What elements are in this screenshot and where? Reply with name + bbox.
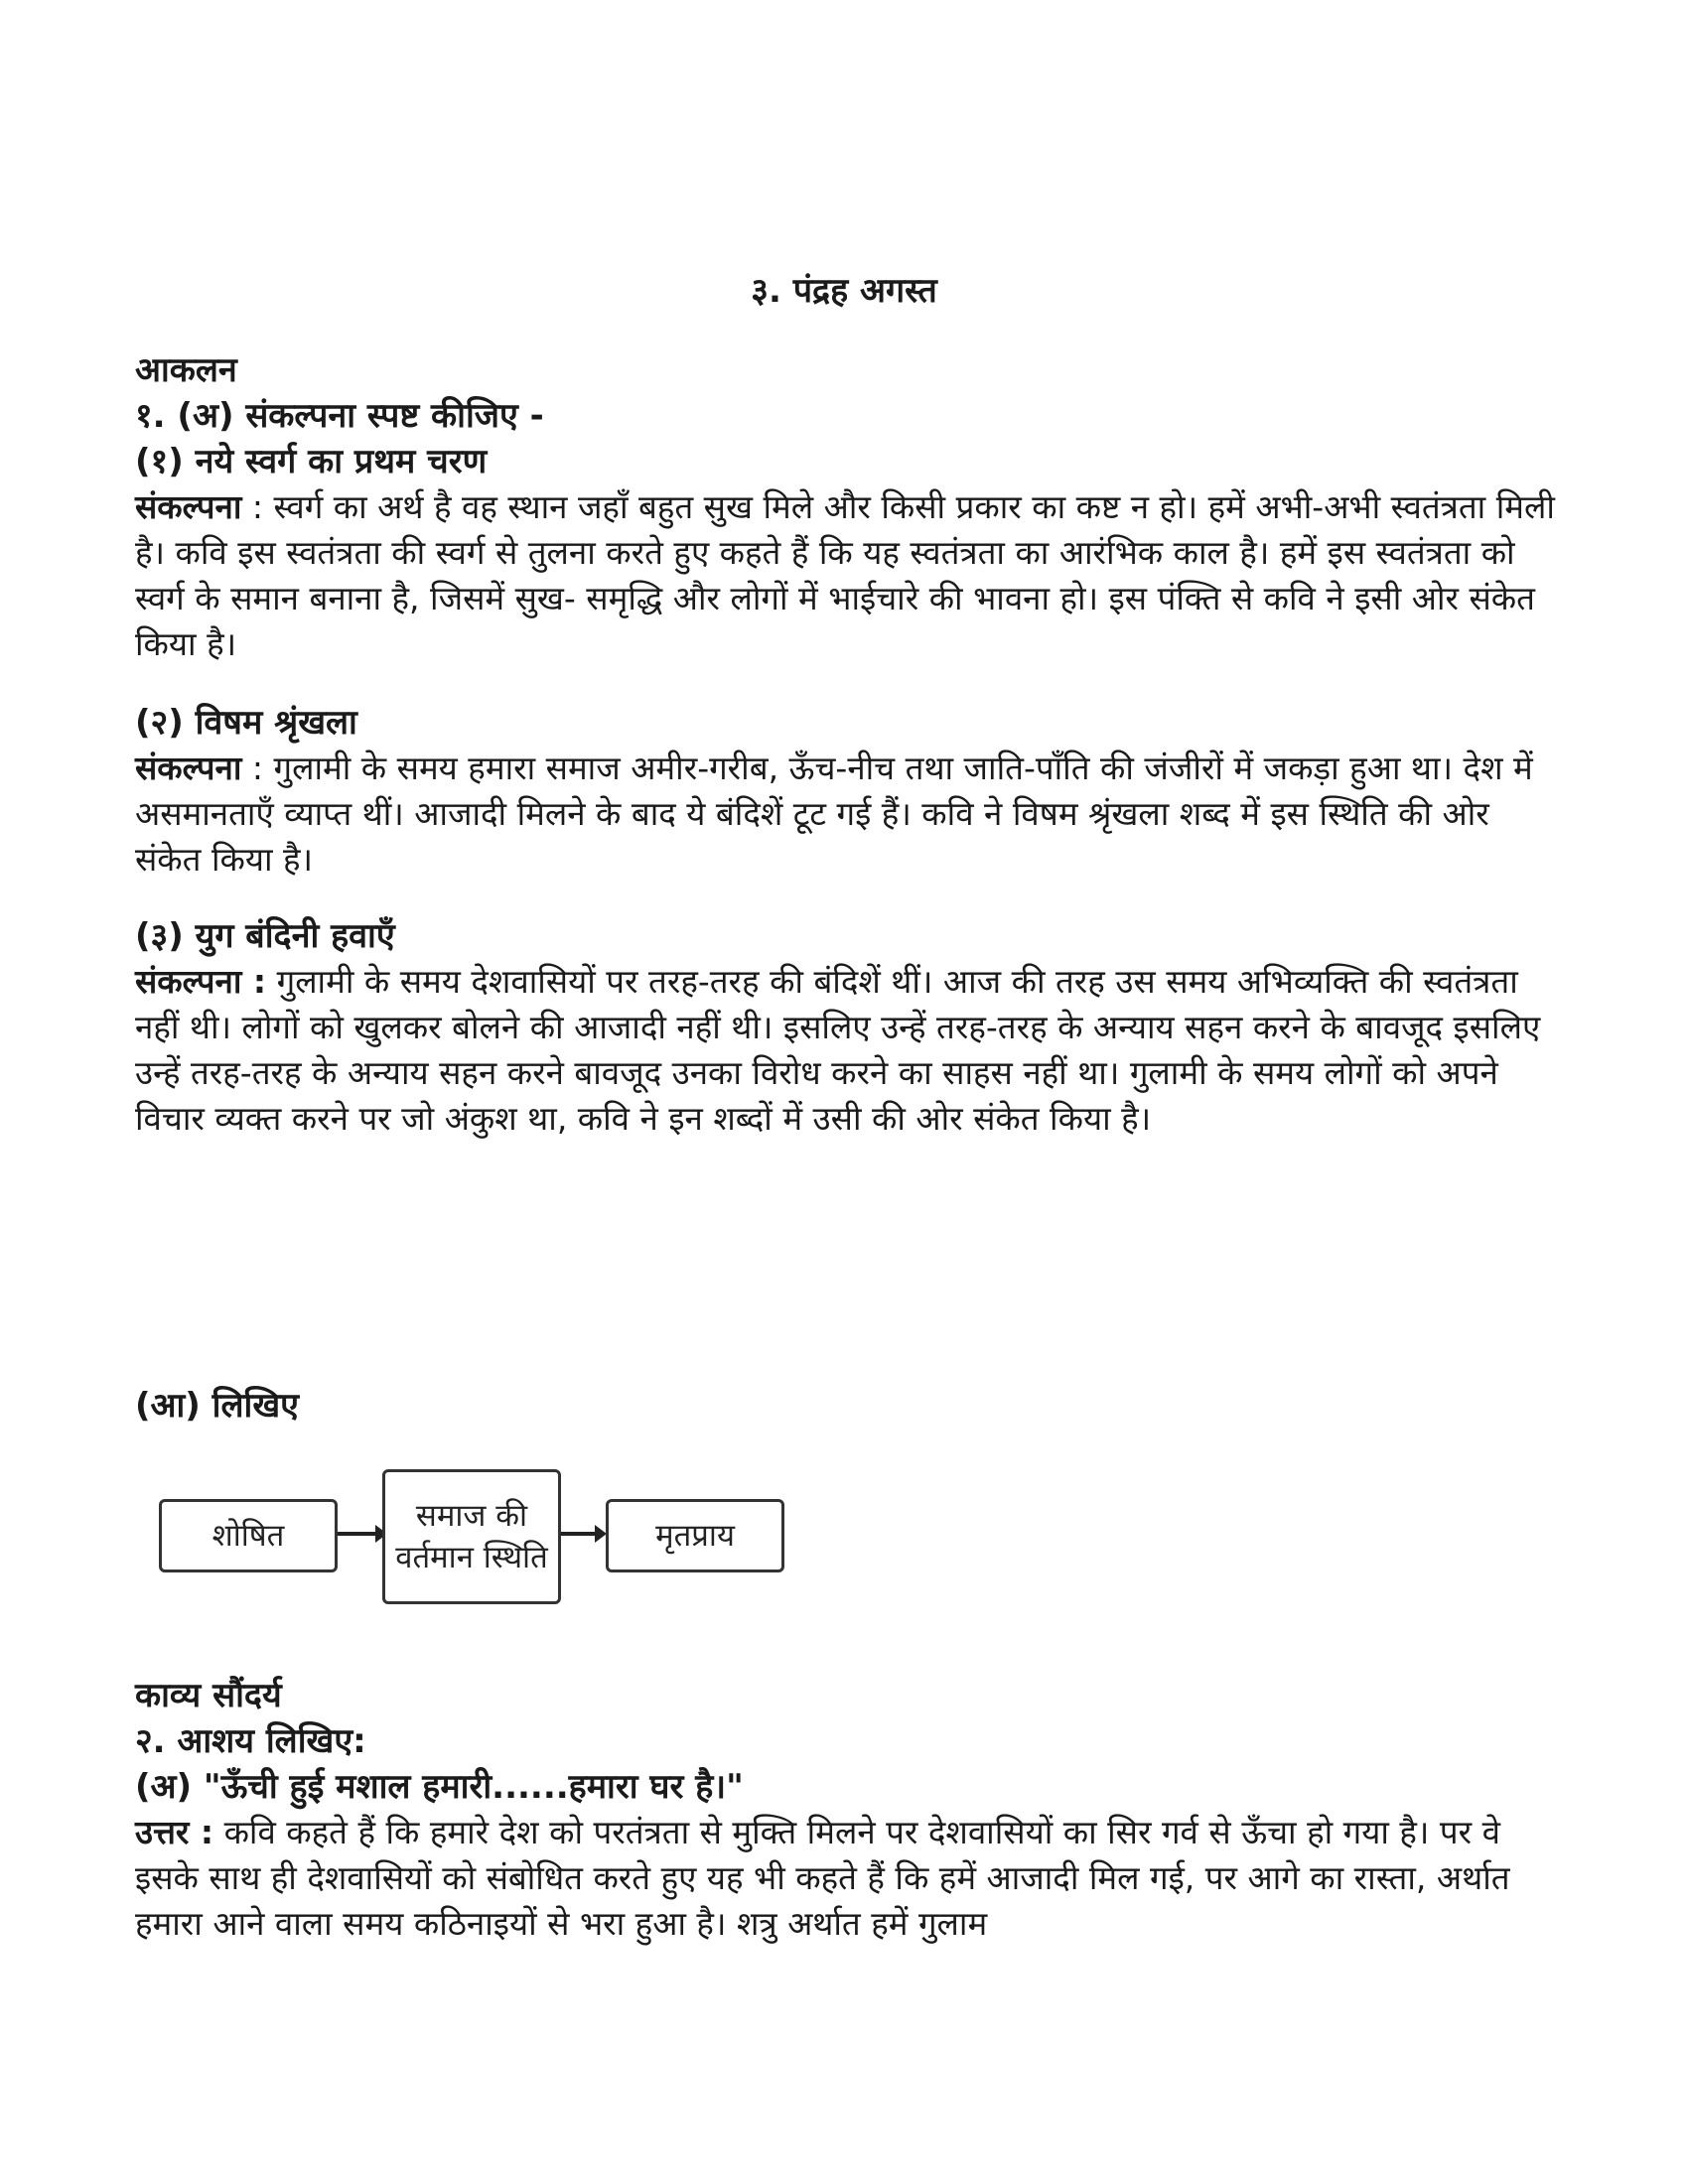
kavya-heading: काव्य सौंदर्य [135,1676,282,1715]
flow-box-center [382,1469,561,1604]
item-2-heading: (२) विषम श्रृंखला [135,703,357,743]
section-item-2 [135,700,1565,883]
concept-label: संकल्पना [135,749,242,787]
question-2a: (अ) "ऊँची हुई मशाल हमारी......हमारा घर है।" [135,1767,744,1807]
separator [266,962,277,1001]
arrow-right-icon [561,1532,597,1536]
item-2-answer [135,746,1565,883]
section-kavya-saundarya [135,1673,1565,1947]
question-2: २. आशय लिखिए: [135,1721,366,1761]
flow-box-left: शोषित [159,1499,338,1572]
section-item-3 [135,913,1565,1142]
answer-text: कवि कहते हैं कि हमारे देश को परतंत्रता से मुक्ति मिलने पर देशवासियों का सिर गर्व से ऊँचा हो गया है। पर वे इसके साथ ही देशवासियों को संबोधित करते हुए यह भी कहते हैं कि हमें आजादी मिल गई, पर आगे का रास्ता, अर्थात हमारा आने वाला समय कठिनाइयों से भरा हुआ है। शत्रु अर्थात हमें गुलाम [135,1813,1510,1943]
section-akalan [135,347,1565,667]
concept-label: संकल्पना : [135,962,267,1001]
cut-off-text-line [135,1988,1565,1998]
concept-label: संकल्पना [135,487,242,526]
concept-text: स्वर्ग का अर्थ है वह स्थान जहाँ बहुत सुख मिले और किसी प्रकार का कष्ट न हो। हमें अभी-अभी स्वतंत्रता मिली है। कवि इस स्वतंत्रता की स्वर्ग से तुलना करते हुए कहते हैं कि यह स्वतंत्रता का आरंभिक काल है। हमें इस स्वतंत्रता को स्वर्ग के समान बनाना है, जिसमें सुख- समृद्धि और लोगों में भाईचारे की भावना हो। इस पंक्ति से कवि ने इसी ओर संकेत किया है। [135,487,1555,663]
question-1a: १. (अ) संकल्पना स्पष्ट कीजिए - [135,396,544,436]
answer-2a [135,1810,1565,1947]
likhiye-heading: (आ) लिखिए [135,1386,299,1426]
page-title: ३. पंद्रह अगस्त [751,271,937,311]
section-heading: आकलन [135,350,237,390]
item-3-heading: (३) युग बंदिनी हवाएँ [135,916,395,956]
separator: : [241,487,274,526]
flow-box-right: मृतप्राय [606,1499,784,1572]
concept-text: गुलामी के समय देशवासियों पर तरह-तरह की बंदिशें थीं। आज की तरह उस समय अभिव्यक्ति की स्वतंत्रता नहीं थी। लोगों को खुलकर बोलने की आजादी नहीं थी। इसलिए उन्हें तरह-तरह के अन्याय सहन करने के बावजूद इसलिए उन्हें तरह-तरह के अन्याय सहन करने बावजूद उनका विरोध करने का साहस नहीं था। गुलामी के समय लोगों को अपने विचार व्यक्त करने पर जो अंकुश था, कवि ने इन शब्दों में उसी की ओर संकेत किया है। [135,962,1541,1138]
item-3-answer [135,959,1565,1142]
concept-text: गुलामी के समय हमारा समाज अमीर-गरीब, ऊँच-नीच तथा जाति-पाँति की जंजीरों में जकड़ा हुआ था। देश में असमानताएँ व्याप्त थीं। आजादी मिलने के बाद ये बंदिशें टूट गई हैं। कवि ने विषम श्रृंखला शब्द में इस स्थिति की ओर संकेत किया है। [135,749,1533,879]
arrow-right-icon [338,1532,377,1536]
item-1-answer [135,484,1565,667]
item-1-heading: (१) नये स्वर्ग का प्रथम चरण [135,442,488,481]
flow-center-line1: समाज की [415,1498,528,1534]
answer-label: उत्तर : [135,1813,214,1851]
separator: : [241,749,274,787]
section-likhiye [135,1383,1565,1429]
flow-center-line2: वर्तमान स्थिति [395,1540,548,1575]
